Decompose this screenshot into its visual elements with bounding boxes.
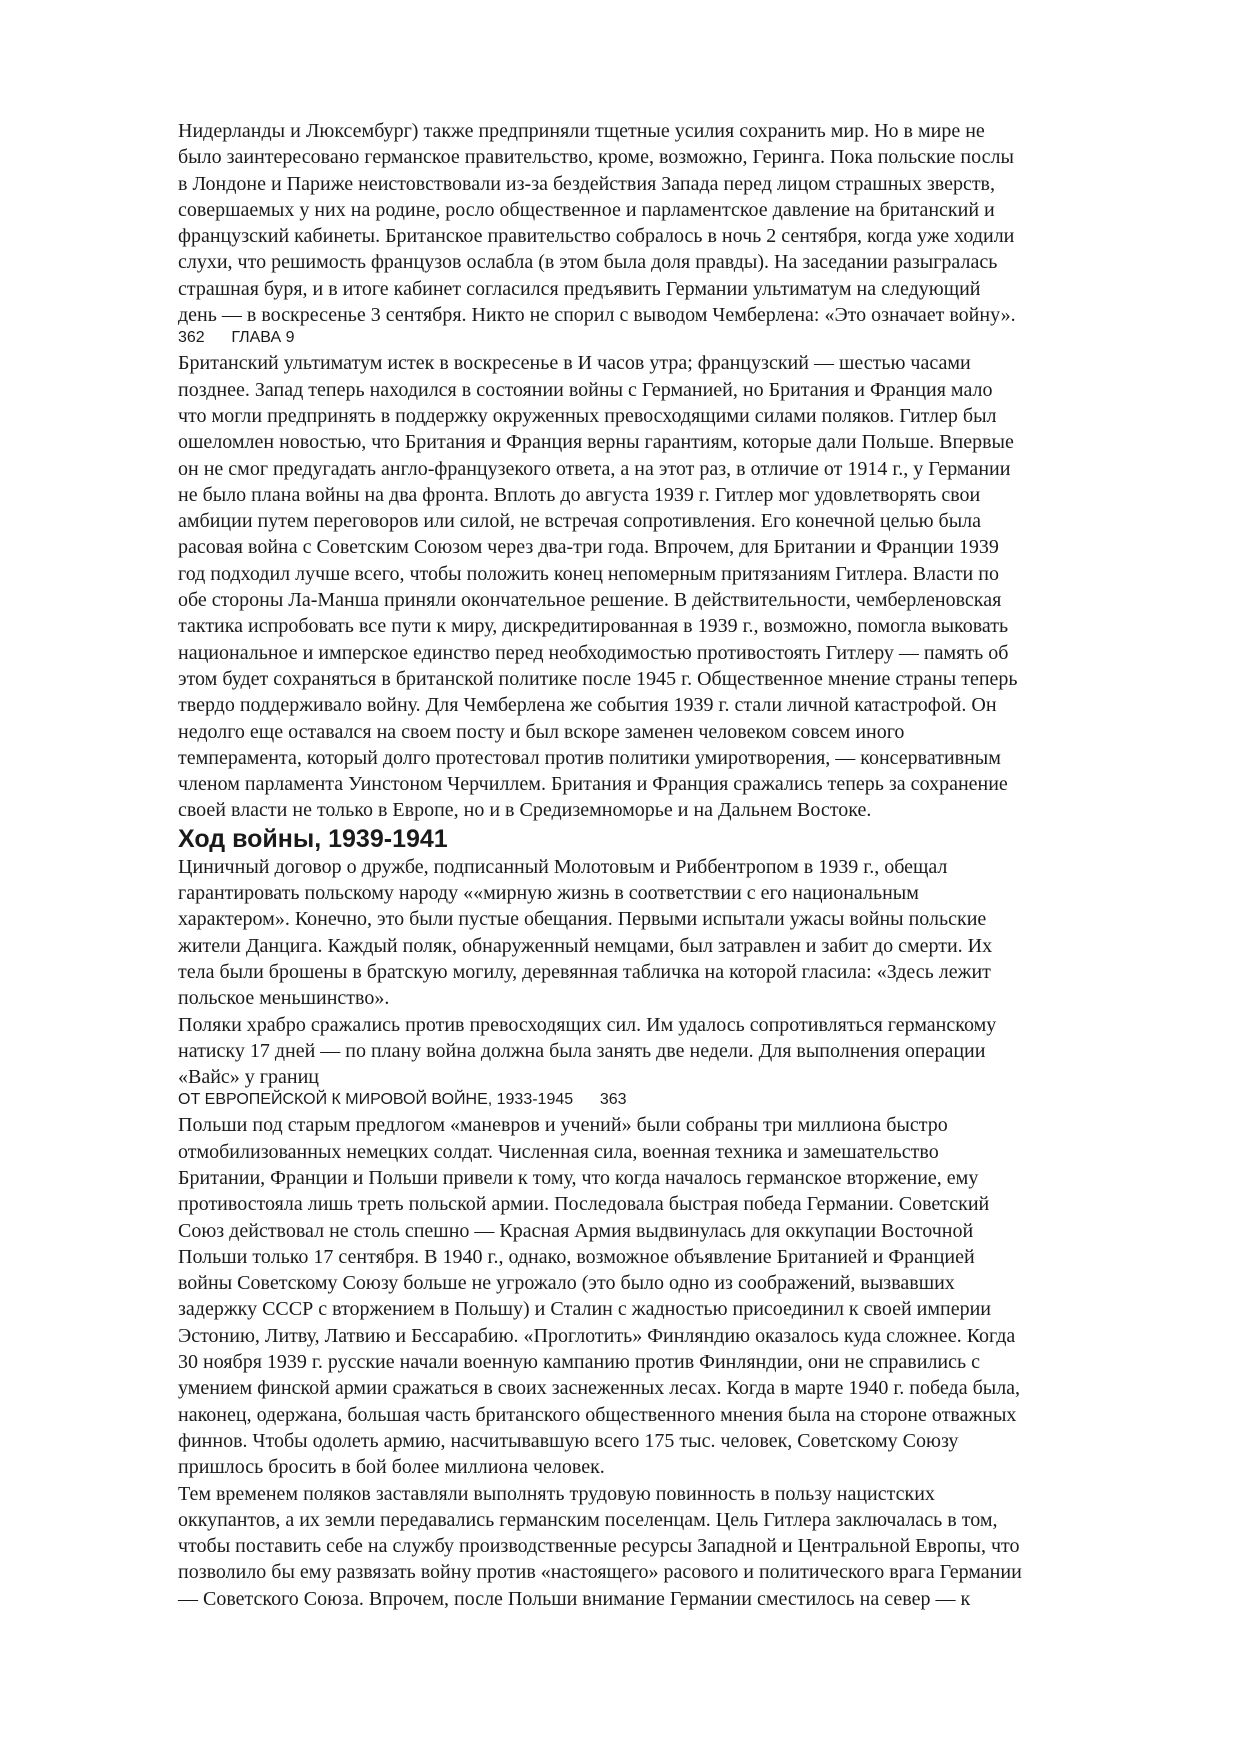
paragraph-poland-invasion: Польши под старым предлогом «маневров и учений» были собраны три миллиона быстро отмобилизованных немецких солдат. Численная сила, военная техника и замешательство Британии, Франции и Польши привели к тому, что когда началось германское вторжение, ему противостояла лишь треть польской армии. Последовала быстрая победа Германии. Советский Союз действовал не столь спешно — Красная Армия выдвинулась для оккупации Восточной Польши только 17 сентября. В 1940 г., однако, возможное объявление Британией и Францией войны Советскому Союзу больше не угрожало (это было одно из соображений, вызвавших задержку СССР с вторжением в Польшу) и Сталин с жадностью присоединил к своей империи Эстонию, Литву, Латвию и Бессарабию. «Проглотить» Финляндию оказалось куда сложнее. Когда 30 ноября 1939 г. русские начали военную кампанию против Финляндии, они не справились с умением финской армии сражаться в своих заснеженных лесах. Когда в марте 1940 г. победа была, наконец, одержана, большая часть британского общественного мнения была на стороне отважных финнов. Чтобы одолеть армию, насчитывавшую всего 175 тыс. человек, Советскому Союзу пришлось бросить в бой более миллиона человек. xyxy=(178,1114,1021,1479)
page-header-362: 362 ГЛАВА 9 xyxy=(178,329,295,347)
page-header-363: ОТ ЕВРОПЕЙСКОЙ К МИРОВОЙ ВОЙНЕ, 1933-1945 363 xyxy=(178,1091,627,1109)
document-page xyxy=(178,118,1158,1612)
section-title: Ход войны, 1939-1941 xyxy=(178,824,448,853)
paragraph-forced-labor: Тем временем поляков заставляли выполнять трудовую повинность в пользу нацистских оккупантов, а их земли передавались германским поселенцам. Цель Гитлера заключалась в том, чтобы поставить себе на службу производственные ресурсы Западной и Центральной Европы, что позволило бы ему развязать войну против «настоящего» расового и политического врага Германии — Советского Союза. Впрочем, после Польши внимание Германии сместилось на север — к xyxy=(178,1482,1022,1610)
paragraph-netherlands-ultimatum: Нидерланды и Люксембург) также предприняли тщетные усилия сохранить мир. Но в мире не было заинтересовано германское правительство, кроме, возможно, Геринга. Пока польские послы в Лондоне и Париже неистовствовали из-за бездействия Запада перед лицом страшных зверств, совершаемых у них на родине, росло общественное и парламентское давление на британский и французский кабинеты. Британское правительство собралось в ночь 2 сентября, когда уже ходили слухи, что решимость французов ослабла (в этом была доля правды). На заседании разыгралась страшная буря, и в итоге кабинет согласился предъявить Германии ультиматум на следующий день — в воскресенье 3 сентября. Никто не спорил с выводом Чемберлена: «Это означает войну». xyxy=(178,120,1016,327)
paragraph-molotov-ribbentrop: Циничный договор о дружбе, подписанный Молотовым и Риббентропом в 1939 г., обещал гарантировать польскому народу ««мирную жизнь в соответствии с его национальным характером». Конечно, это были пустые обещания. Первыми испытали ужасы войны польские жители Данцига. Каждый поляк, обнаруженный немцами, был затравлен и забит до смерти. Их тела были брошены в братскую могилу, деревянная табличка на которой гласила: «Здесь лежит польское меньшинство». xyxy=(178,855,993,1010)
paragraph-poles-resistance: Поляки храбро сражались против превосходящих сил. Им удалось сопротивляться германскому натиску 17 дней — по плану война должна была занять две недели. Для выполнения операции «Вайс» у границ xyxy=(178,1013,997,1089)
paragraph-british-ultimatum: Британский ультиматум истек в воскресенье в И часов утра; французский — шестью часами позднее. Запад теперь находился в состоянии войны с Германией, но Британия и Франция мало что могли предпринять в поддержку окруженных превосходящими силами поляков. Гитлер был ошеломлен новостью, что Британия и Франция верны гарантиям, которые дали Польше. Впервые он не смог предугадать англо-французекого ответа, а на этот раз, в отличие от 1914 г., у Германии не было плана войны на два фронта. Вплоть до августа 1939 г. Гитлер мог удовлетворять свои амбиции путем переговоров или силой, не встречая сопротивления. Его конечной целью была расовая война с Советским Союзом через два-три года. Впрочем, для Британии и Франции 1939 год подходил лучше всего, чтобы положить конец непомерным притязаниям Гитлера. Власти по обе стороны Ла-Манша приняли окончательное решение. В действительности, чемберленовская тактика испробовать все пути к миру, дискредитированная в 1939 г., возможно, помогла выковать национальное и имперское единство перед необходимостью противостоять Гитлеру — память об этом будет сохраняться в британской политике после 1945 г. Общественное мнение страны теперь твердо поддерживало войну. Для Чемберлена же события 1939 г. стали личной катастрофой. Он недолго еще оставался на своем посту и был вскоре заменен человеком совсем иного темперамента, который долго протестовал против политики умиротворения, — консервативным членом парламента Уинстоном Черчиллем. Британия и Франция сражались теперь за сохранение своей власти не только в Европе, но и в Средиземноморье и на Дальнем Востоке. xyxy=(178,352,1018,822)
